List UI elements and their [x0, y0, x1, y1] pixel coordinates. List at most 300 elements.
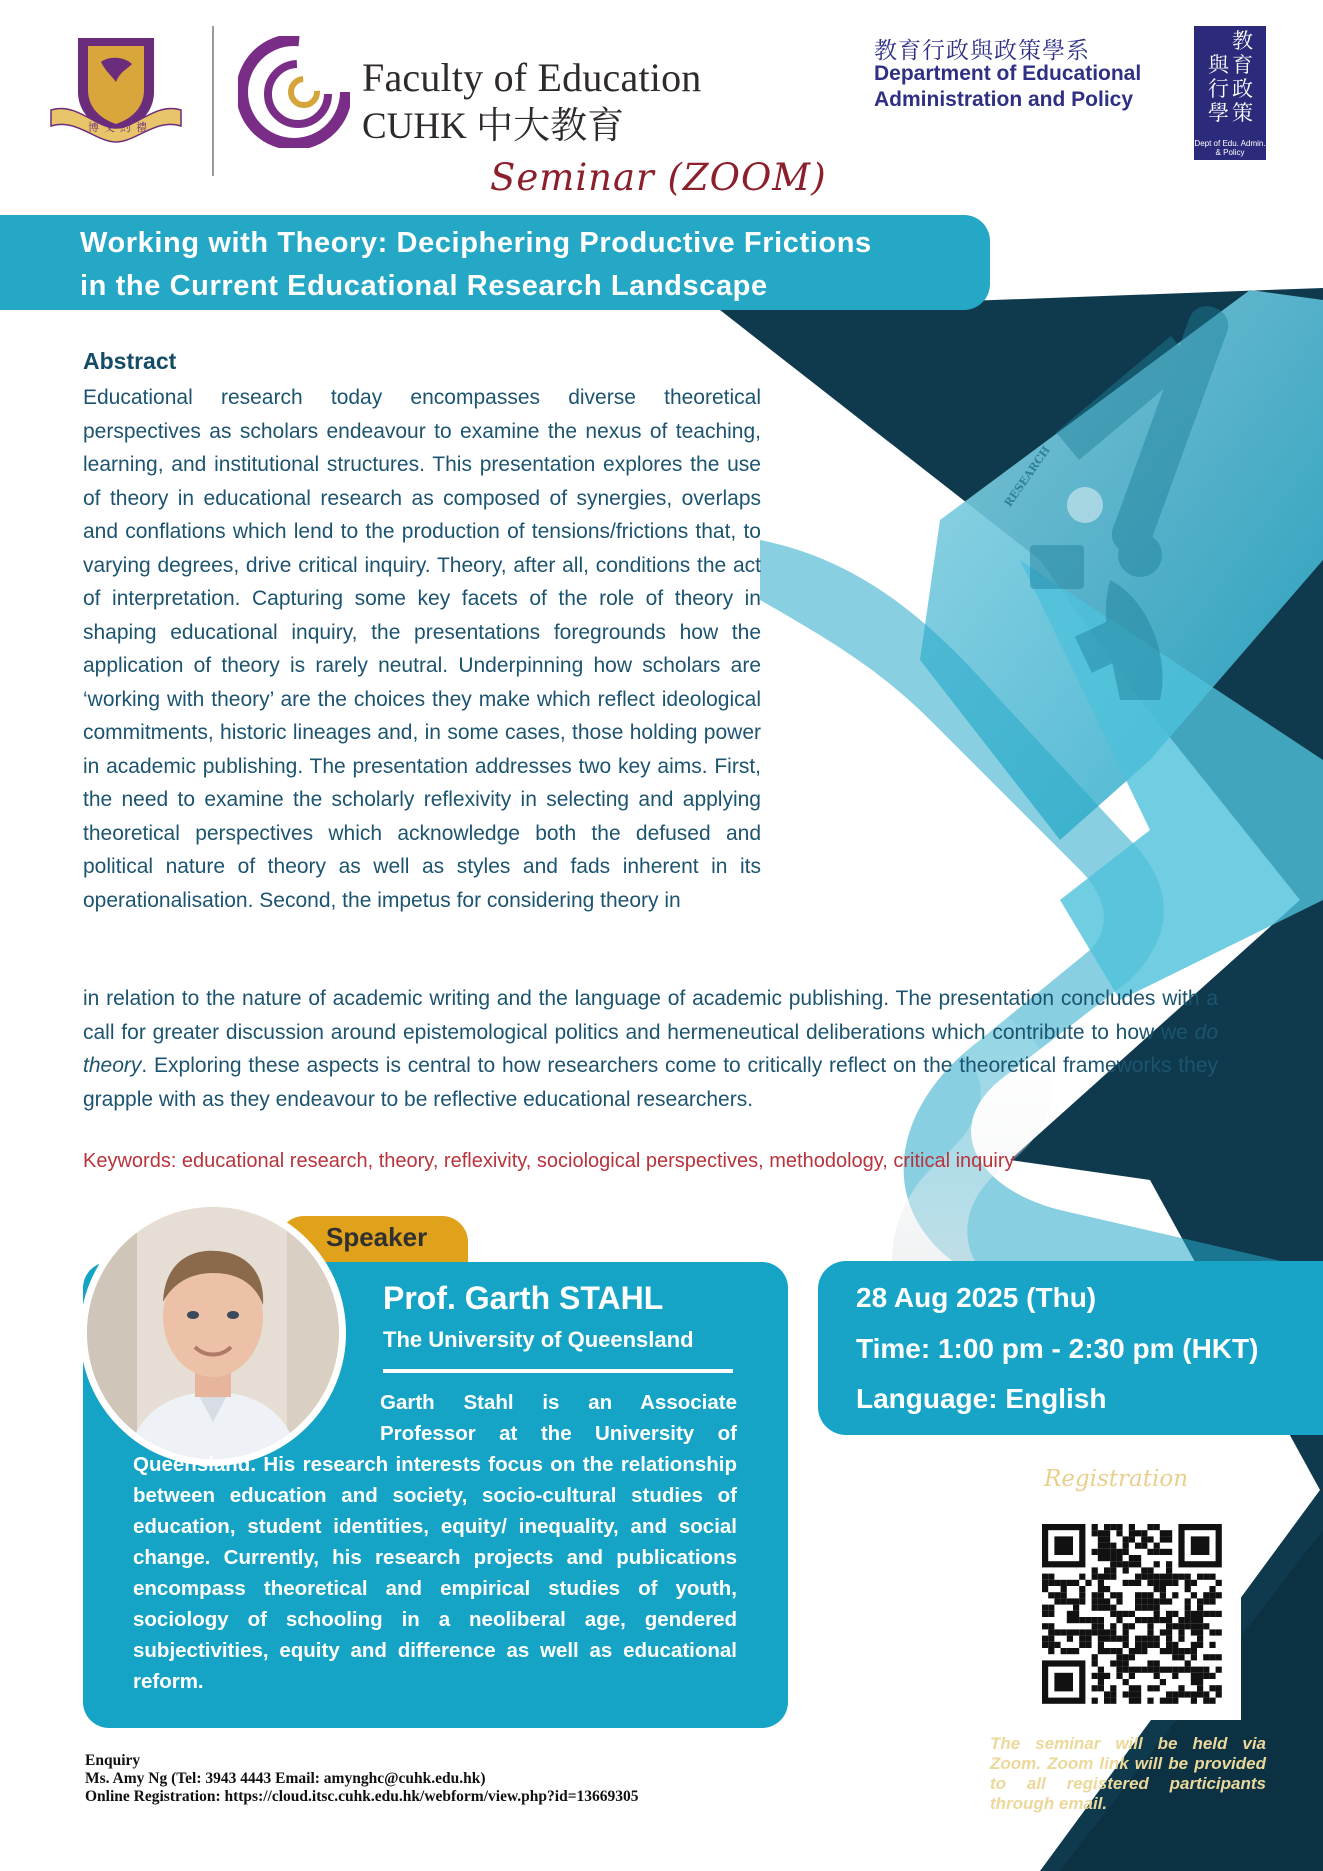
qr-module: [1147, 1685, 1153, 1691]
seal-char: 教: [1232, 29, 1253, 53]
event-date: 28 Aug 2025 (Thu): [856, 1282, 1097, 1313]
qr-module: [1191, 1667, 1197, 1673]
seal-caption: Dept of Edu. Admin. & Policy: [1194, 139, 1266, 157]
qr-module: [1092, 1654, 1098, 1660]
qr-module: [1104, 1691, 1110, 1697]
qr-module: [1160, 1530, 1166, 1536]
qr-module: [1042, 1605, 1048, 1611]
qr-module: [1197, 1685, 1203, 1691]
qr-module: [1048, 1592, 1054, 1598]
qr-module: [1203, 1698, 1209, 1704]
qr-module: [1166, 1598, 1172, 1604]
qr-module: [1073, 1629, 1079, 1635]
qr-module: [1147, 1605, 1153, 1611]
qr-module: [1160, 1648, 1166, 1654]
qr-module: [1172, 1691, 1178, 1697]
qr-module: [1110, 1648, 1116, 1654]
qr-module: [1147, 1574, 1153, 1580]
qr-module: [1123, 1654, 1129, 1660]
qr-module: [1042, 1636, 1048, 1642]
art-research-label: RESEARCH: [1001, 443, 1053, 510]
qr-module: [1147, 1580, 1153, 1586]
qr-module: [1104, 1549, 1110, 1555]
qr-module: [1104, 1629, 1110, 1635]
qr-module: [1154, 1586, 1160, 1592]
seal-char: 學: [1208, 101, 1229, 125]
qr-module: [1147, 1549, 1153, 1555]
qr-module: [1061, 1648, 1067, 1654]
qr-module: [1048, 1636, 1054, 1642]
department-name-line2: Administration and Policy: [874, 88, 1134, 111]
qr-module: [1098, 1623, 1104, 1629]
qr-module: [1197, 1636, 1203, 1642]
qr-module: [1185, 1691, 1191, 1697]
qr-module: [1098, 1617, 1104, 1623]
qr-module: [1185, 1586, 1191, 1592]
qr-module: [1185, 1660, 1191, 1666]
qr-module: [1135, 1617, 1141, 1623]
crest-motto: 博文約禮: [88, 122, 152, 134]
department-name-line1: Department of Educational: [874, 62, 1142, 85]
qr-module: [1098, 1586, 1104, 1592]
qr-module: [1166, 1636, 1172, 1642]
qr-module: [1116, 1598, 1122, 1604]
qr-module: [1092, 1685, 1098, 1691]
qr-module: [1154, 1673, 1160, 1679]
qr-module: [1166, 1691, 1172, 1697]
qr-module: [1172, 1673, 1178, 1679]
qr-module: [1166, 1629, 1172, 1635]
qr-module: [1154, 1685, 1160, 1691]
department-name-en: [874, 61, 1194, 113]
qr-module: [1141, 1574, 1147, 1580]
qr-module: [1154, 1598, 1160, 1604]
qr-module: [1209, 1685, 1215, 1691]
qr-module: [1166, 1561, 1172, 1567]
qr-module: [1092, 1623, 1098, 1629]
qr-module: [1185, 1611, 1191, 1617]
qr-module: [1116, 1592, 1122, 1598]
qr-module: [1042, 1623, 1048, 1629]
qr-module: [1104, 1586, 1110, 1592]
qr-module: [1191, 1654, 1197, 1660]
qr-module: [1191, 1698, 1197, 1704]
qr-module: [1154, 1543, 1160, 1549]
qr-module: [1135, 1592, 1141, 1598]
qr-module: [1147, 1698, 1153, 1704]
qr-module: [1123, 1623, 1129, 1629]
qr-module: [1216, 1667, 1222, 1673]
qr-module: [1092, 1574, 1098, 1580]
qr-module: [1185, 1574, 1191, 1580]
qr-module: [1203, 1611, 1209, 1617]
qr-module: [1048, 1623, 1054, 1629]
qr-module: [1116, 1555, 1122, 1561]
qr-module: [1067, 1648, 1073, 1654]
qr-module: [1216, 1629, 1222, 1635]
qr-module: [1116, 1611, 1122, 1617]
qr-module: [1123, 1679, 1129, 1685]
qr-module: [1154, 1580, 1160, 1586]
qr-module: [1104, 1530, 1110, 1536]
qr-module: [1166, 1698, 1172, 1704]
qr-module: [1197, 1611, 1203, 1617]
enquiry-block: [85, 1752, 639, 1806]
qr-module: [1185, 1605, 1191, 1611]
qr-module: [1141, 1530, 1147, 1536]
qr-module: [1110, 1561, 1116, 1567]
qr-module: [1216, 1691, 1222, 1697]
qr-module: [1054, 1629, 1060, 1635]
qr-module: [1141, 1648, 1147, 1654]
qr-module: [1098, 1648, 1104, 1654]
qr-module: [1061, 1598, 1067, 1604]
abstract-text-part2a: in relation to the nature of academic writing and the language of academic publishing. The presentation concludes with a call for greater discussion around epistemological politics and hermeneutical deliberations which contribute to how we: [83, 987, 1218, 1044]
qr-module: [1191, 1623, 1197, 1629]
qr-module: [1178, 1574, 1184, 1580]
qr-module: [1092, 1549, 1098, 1555]
qr-module: [1154, 1524, 1160, 1530]
qr-module: [1104, 1574, 1110, 1580]
qr-module: [1067, 1629, 1073, 1635]
qr-module: [1073, 1605, 1079, 1611]
qr-module: [1123, 1611, 1129, 1617]
qr-module: [1197, 1691, 1203, 1697]
abstract-text-part2: [83, 982, 1218, 1116]
qr-module: [1203, 1667, 1209, 1673]
qr-module: [1166, 1567, 1172, 1573]
qr-module: [1129, 1536, 1135, 1542]
qr-module: [1116, 1530, 1122, 1536]
qr-module: [1141, 1567, 1147, 1573]
qr-module: [1147, 1524, 1153, 1530]
qr-module: [1079, 1617, 1085, 1623]
qr-module: [1160, 1617, 1166, 1623]
qr-module: [1110, 1524, 1116, 1530]
qr-module: [1054, 1592, 1060, 1598]
qr-module: [1154, 1667, 1160, 1673]
qr-module: [1160, 1698, 1166, 1704]
qr-module: [1110, 1698, 1116, 1704]
qr-module: [1098, 1667, 1104, 1673]
qr-module: [1092, 1592, 1098, 1598]
qr-module: [1129, 1580, 1135, 1586]
qr-module: [1116, 1667, 1122, 1673]
qr-module: [1116, 1654, 1122, 1660]
qr-module: [1061, 1629, 1067, 1635]
qr-module: [1160, 1586, 1166, 1592]
qr-module: [1123, 1667, 1129, 1673]
qr-module: [1197, 1617, 1203, 1623]
qr-module: [1160, 1629, 1166, 1635]
qr-module: [1185, 1580, 1191, 1586]
qr-module: [1067, 1636, 1073, 1642]
qr-module: [1141, 1598, 1147, 1604]
abstract-heading: Abstract: [83, 348, 177, 374]
qr-module: [1216, 1654, 1222, 1660]
qr-module: [1129, 1654, 1135, 1660]
qr-module: [1166, 1623, 1172, 1629]
qr-module: [1172, 1648, 1178, 1654]
qr-module: [1129, 1555, 1135, 1561]
qr-module: [1166, 1530, 1172, 1536]
event-time: Time: 1:00 pm - 2:30 pm (HKT): [856, 1333, 1259, 1364]
qr-module: [1191, 1592, 1197, 1598]
qr-module: [1129, 1530, 1135, 1536]
qr-module: [1166, 1574, 1172, 1580]
qr-module: [1141, 1605, 1147, 1611]
qr-module: [1178, 1629, 1184, 1635]
qr-module: [1209, 1629, 1215, 1635]
qr-module: [1098, 1598, 1104, 1604]
qr-module: [1154, 1642, 1160, 1648]
registration-label: Registration: [1044, 1466, 1189, 1492]
qr-module: [1098, 1574, 1104, 1580]
qr-module: [1098, 1642, 1104, 1648]
qr-module: [1110, 1567, 1116, 1573]
registration-qr-code[interactable]: [1024, 1508, 1241, 1720]
qr-module: [1203, 1598, 1209, 1604]
speaker-tab-label: Speaker: [326, 1222, 428, 1252]
qr-module: [1104, 1598, 1110, 1604]
qr-module: [1129, 1648, 1135, 1654]
qr-module: [1135, 1691, 1141, 1697]
qr-module: [1160, 1536, 1166, 1542]
qr-module: [1110, 1623, 1116, 1629]
qr-module: [1110, 1555, 1116, 1561]
qr-module: [1116, 1524, 1122, 1530]
qr-module: [1110, 1685, 1116, 1691]
qr-module: [1123, 1567, 1129, 1573]
qr-module: [1166, 1648, 1172, 1654]
qr-module: [1042, 1574, 1048, 1580]
qr-module: [1098, 1555, 1104, 1561]
qr-module: [1209, 1574, 1215, 1580]
qr-module: [1197, 1629, 1203, 1635]
qr-module: [1054, 1598, 1060, 1604]
qr-finder: [1191, 1536, 1210, 1555]
qr-module: [1073, 1611, 1079, 1617]
qr-module: [1092, 1567, 1098, 1573]
qr-module: [1172, 1623, 1178, 1629]
qr-module: [1172, 1574, 1178, 1580]
qr-finder: [1054, 1673, 1073, 1692]
qr-module: [1203, 1623, 1209, 1629]
qr-module: [1160, 1580, 1166, 1586]
qr-module: [1154, 1561, 1160, 1567]
qr-module: [1048, 1580, 1054, 1586]
qr-module: [1147, 1660, 1153, 1666]
qr-module: [1185, 1667, 1191, 1673]
qr-module: [1147, 1592, 1153, 1598]
qr-module: [1123, 1549, 1129, 1555]
qr-module: [1054, 1642, 1060, 1648]
event-type: Seminar (ZOOM): [490, 156, 827, 199]
qr-module: [1123, 1636, 1129, 1642]
speaker-name: Prof. Garth STAHL: [383, 1280, 664, 1316]
qr-module: [1098, 1605, 1104, 1611]
qr-module: [1092, 1673, 1098, 1679]
qr-module: [1135, 1555, 1141, 1561]
qr-module: [1178, 1654, 1184, 1660]
qr-module: [1135, 1636, 1141, 1642]
qr-module: [1116, 1617, 1122, 1623]
qr-module: [1110, 1592, 1116, 1598]
qr-module: [1135, 1685, 1141, 1691]
qr-module: [1092, 1598, 1098, 1604]
qr-module: [1104, 1673, 1110, 1679]
qr-module: [1197, 1623, 1203, 1629]
qr-module: [1123, 1561, 1129, 1567]
speaker-photo: [80, 1200, 346, 1466]
qr-module: [1098, 1580, 1104, 1586]
qr-module: [1172, 1667, 1178, 1673]
event-title-line1: Working with Theory: Deciphering Productive Frictions: [80, 227, 872, 259]
qr-module: [1110, 1611, 1116, 1617]
qr-module: [1209, 1586, 1215, 1592]
faculty-subtitle: CUHK 中大教育: [362, 106, 625, 147]
qr-module: [1209, 1642, 1215, 1648]
qr-module: [1191, 1679, 1197, 1685]
qr-module: [1061, 1592, 1067, 1598]
qr-module: [1085, 1636, 1091, 1642]
qr-module: [1116, 1561, 1122, 1567]
qr-module: [1203, 1691, 1209, 1697]
qr-module: [1154, 1611, 1160, 1617]
qr-module: [1216, 1580, 1222, 1586]
qr-module: [1042, 1611, 1048, 1617]
seal-char: 與: [1208, 53, 1229, 77]
qr-module: [1197, 1605, 1203, 1611]
qr-module: [1079, 1574, 1085, 1580]
zoom-note: The seminar will be held via Zoom. Zoom link will be provided to all registered participants through email.: [990, 1734, 1266, 1813]
qr-module: [1147, 1536, 1153, 1542]
qr-module: [1141, 1592, 1147, 1598]
qr-module: [1104, 1555, 1110, 1561]
qr-module: [1209, 1592, 1215, 1598]
qr-module: [1085, 1642, 1091, 1648]
qr-module: [1178, 1685, 1184, 1691]
qr-module: [1160, 1549, 1166, 1555]
qr-module: [1067, 1611, 1073, 1617]
qr-module: [1116, 1648, 1122, 1654]
enquiry-registration-link[interactable]: Online Registration: https://cloud.itsc.cuhk.edu.hk/webform/view.php?id=13669305: [85, 1788, 639, 1805]
speaker-affiliation: The University of Queensland: [383, 1327, 694, 1352]
qr-module: [1079, 1636, 1085, 1642]
qr-module: [1209, 1611, 1215, 1617]
qr-module: [1166, 1536, 1172, 1542]
qr-module: [1154, 1549, 1160, 1555]
qr-module: [1129, 1561, 1135, 1567]
qr-module: [1104, 1605, 1110, 1611]
qr-module: [1104, 1648, 1110, 1654]
qr-module: [1147, 1642, 1153, 1648]
qr-module: [1110, 1691, 1116, 1697]
qr-module: [1110, 1636, 1116, 1642]
qr-module: [1110, 1549, 1116, 1555]
qr-module: [1135, 1648, 1141, 1654]
qr-module: [1067, 1598, 1073, 1604]
qr-module: [1172, 1654, 1178, 1660]
qr-module: [1185, 1623, 1191, 1629]
qr-module: [1185, 1648, 1191, 1654]
qr-module: [1178, 1617, 1184, 1623]
qr-module: [1123, 1660, 1129, 1666]
event-title-line2: in the Current Educational Research Landscape: [80, 270, 768, 302]
speaker-bio: Queensland. His research interests focus on the relationship between education and society, socio-cultural studies of education, student identities, equity/ inequality, and social change. Currently, his research projects and publications encompass theoretical and empirical studies of youth, sociology of schooling in a neoliberal age, gendered subjectivities, equity and difference as well as educational reform.: [133, 1453, 737, 1693]
qr-module: [1110, 1543, 1116, 1549]
qr-module: [1191, 1580, 1197, 1586]
qr-module: [1098, 1636, 1104, 1642]
faculty-logo: [238, 36, 350, 148]
qr-module: [1197, 1673, 1203, 1679]
qr-module: [1098, 1549, 1104, 1555]
qr-module: [1135, 1642, 1141, 1648]
qr-module: [1160, 1592, 1166, 1598]
enquiry-heading: Enquiry: [85, 1752, 141, 1769]
speaker-divider: [383, 1369, 733, 1373]
qr-module: [1098, 1536, 1104, 1542]
qr-module: [1092, 1617, 1098, 1623]
qr-module: [1203, 1673, 1209, 1679]
qr-module: [1098, 1592, 1104, 1598]
qr-module: [1203, 1592, 1209, 1598]
qr-module: [1085, 1580, 1091, 1586]
qr-module: [1048, 1605, 1054, 1611]
qr-module: [1098, 1673, 1104, 1679]
qr-module: [1203, 1574, 1209, 1580]
qr-module: [1172, 1642, 1178, 1648]
qr-module: [1209, 1673, 1215, 1679]
abstract-text-part1: Educational research today encompasses diverse theoretical perspectives as scholars endeavour to examine the nexus of teaching, learning, and institutional structures. This presentation explores the use of theory in educational research as composed of synergies, overlaps and conflations which lend to the production of tensions/frictions that, to varying degrees, drive critical inquiry. Theory, after all, conditions the act of interpretation. Capturing some key facets of the role of theory in shaping educational inquiry, the presentations foregrounds how the application of theory is rarely neutral. Underpinning how scholars are ‘working with theory’ are the choices they make which reflect ideological commitments, historic lineages and, in some cases, those holding power in academic publishing. The presentation addresses two key aims. First, the need to examine the scholarly reflexivity in selecting and applying theoretical perspectives which acknowledge both the defused and political nature of theory as well as styles and fads inherent in its operationalisation. Second, the impetus for considering theory in: [83, 386, 761, 912]
qr-module: [1178, 1691, 1184, 1697]
seal-char: 策: [1232, 101, 1253, 125]
seal-char: 行: [1208, 77, 1229, 101]
qr-module: [1116, 1636, 1122, 1642]
qr-module: [1092, 1660, 1098, 1666]
qr-module: [1141, 1617, 1147, 1623]
qr-module: [1172, 1698, 1178, 1704]
qr-module: [1147, 1598, 1153, 1604]
speaker-bio-intro: Garth Stahl is an Associate Professor at the University of: [380, 1391, 737, 1445]
qr-module: [1092, 1530, 1098, 1536]
qr-module: [1191, 1629, 1197, 1635]
qr-module: [1048, 1574, 1054, 1580]
abstract-emphasis: do theory: [83, 1020, 1218, 1077]
qr-module: [1079, 1592, 1085, 1598]
qr-module: [1135, 1561, 1141, 1567]
qr-module: [1154, 1605, 1160, 1611]
qr-module: [1203, 1654, 1209, 1660]
qr-module: [1209, 1598, 1215, 1604]
qr-module: [1092, 1605, 1098, 1611]
qr-module: [1042, 1586, 1048, 1592]
qr-module: [1079, 1642, 1085, 1648]
qr-finder: [1054, 1536, 1073, 1555]
qr-module: [1197, 1679, 1203, 1685]
qr-module: [1191, 1673, 1197, 1679]
qr-module: [1141, 1642, 1147, 1648]
event-title: [80, 222, 980, 308]
qr-module: [1191, 1648, 1197, 1654]
qr-module: [1147, 1629, 1153, 1635]
qr-module: [1110, 1660, 1116, 1666]
qr-module: [1154, 1636, 1160, 1642]
qr-module: [1160, 1598, 1166, 1604]
seal-char: 政: [1232, 77, 1253, 101]
qr-module: [1191, 1611, 1197, 1617]
qr-module: [1129, 1673, 1135, 1679]
